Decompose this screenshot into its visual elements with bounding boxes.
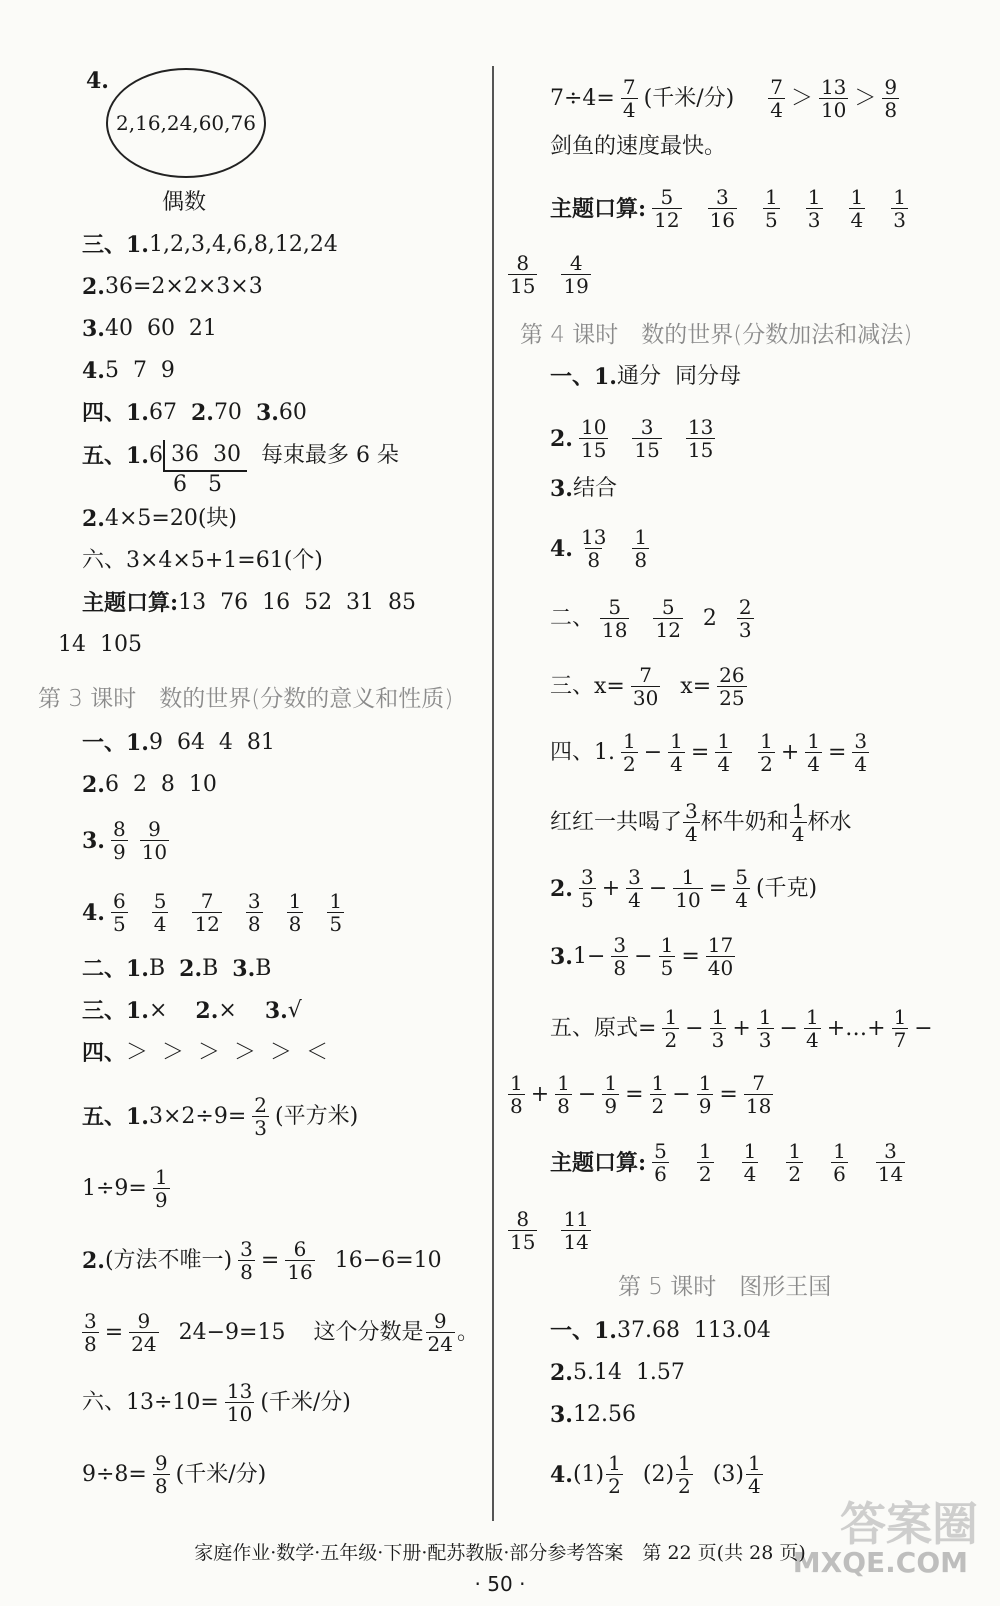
- label: 3.: [264, 998, 288, 1024]
- fraction-13-10: $\frac{13}{10}$: [820, 75, 847, 122]
- l4-3: [550, 474, 617, 504]
- fraction-5-18: $\frac{5}{18}$: [602, 595, 628, 642]
- label: 二、1.: [82, 956, 149, 982]
- label: 主题口算:: [550, 195, 647, 222]
- label: 四、: [82, 1040, 127, 1066]
- s5-2: [82, 504, 237, 534]
- label: 2.: [82, 772, 105, 798]
- fraction-9-8: $\frac{9}{8}$: [884, 75, 898, 122]
- label: 五、1.: [82, 443, 149, 469]
- fraction-3-8: $\frac{3}{8}$: [613, 933, 627, 980]
- value: 三、x=: [550, 673, 625, 699]
- l4-si-1: 四、1. $\frac{1}{2}$ − $\frac{1}{4}$ = $\frac{1}{4}$ $\frac{1}{2}$ + $\frac{1}{4}$ = $\frac{3}{4}$: [550, 729, 868, 776]
- label: 3.: [82, 316, 105, 342]
- l5-3: [550, 1400, 636, 1430]
- s4: [82, 398, 307, 428]
- l3-si: [82, 1038, 328, 1068]
- l4-si-2: 2. $\frac{3}{5}$ + $\frac{3}{4}$ − $\frac{1}{10}$ = $\frac{5}{4}$ (千克): [550, 865, 818, 912]
- fraction-1-2: $\frac{1}{2}$: [788, 1139, 802, 1186]
- column-divider: [492, 66, 494, 1521]
- s3-4: [82, 356, 175, 386]
- value: 六、13÷10=: [82, 1389, 219, 1415]
- unit: (千米/分): [260, 1389, 351, 1415]
- fraction-2-3: $\frac{2}{3}$: [738, 595, 752, 642]
- value: 7÷4=: [550, 85, 615, 111]
- r-speed: 7÷4= $\frac{7}{4}$ (千米/分) $\frac{7}{4}$ ＞ $\frac{13}{10}$ ＞ $\frac{9}{8}$: [550, 75, 898, 122]
- label: 2.: [190, 400, 214, 426]
- oval-text: 2,16,24,60,76: [116, 111, 256, 135]
- l4-wu: 五、原式= $\frac{1}{2}$ − $\frac{1}{3}$ + $\frac{1}{3}$ − $\frac{1}{4}$ +…+ $\frac{1}{7}$ −: [550, 1005, 933, 1052]
- fraction-1-4: $\frac{1}{4}$: [747, 1451, 761, 1498]
- quotient: 6 5: [172, 472, 222, 497]
- l3-wu-2b: $\frac{3}{8}$ = $\frac{9}{24}$ 24−9=15 这个分数是 $\frac{9}{24}$ 。: [84, 1309, 479, 1356]
- lesson5-heading: 第 5 课时 图形王国: [618, 1274, 832, 1300]
- label: 2.: [82, 274, 105, 300]
- fraction-1-3: $\frac{1}{3}$: [893, 185, 906, 232]
- l3-san: [82, 996, 302, 1026]
- unit: (平方米): [275, 1103, 359, 1129]
- fraction-1-8: $\frac{1}{8}$: [557, 1071, 570, 1118]
- q4-label: 4.: [86, 68, 109, 94]
- s3-1: [82, 230, 338, 260]
- label: 3.: [255, 400, 279, 426]
- fraction-1-4: $\frac{1}{4}$: [743, 1139, 757, 1186]
- label: 2.: [195, 998, 219, 1024]
- label: 主题口算:: [550, 1149, 647, 1176]
- right-column: [500, 0, 1000, 1606]
- short-division: [163, 440, 247, 497]
- text: 这个分数是: [313, 1319, 424, 1345]
- fraction-1-4: $\frac{1}{4}$: [850, 185, 864, 232]
- value: 9 64 4 81: [148, 730, 275, 755]
- fraction-13-8: $\frac{13}{8}$: [580, 525, 607, 572]
- fraction-5-6: $\frac{5}{6}$: [654, 1139, 667, 1186]
- l4-kousuan-2: [502, 1208, 597, 1253]
- fraction-13-10: $\frac{13}{10}$: [226, 1379, 253, 1426]
- value: 4×5=20(块): [104, 506, 237, 531]
- s3-3: [82, 314, 217, 344]
- s5-1: [82, 440, 399, 497]
- text: 杯水: [807, 809, 852, 835]
- fraction-1-5: $\frac{1}{5}$: [329, 889, 343, 936]
- l4-san: [550, 664, 753, 709]
- text: 杯牛奶和: [700, 809, 789, 835]
- unit: (千克): [755, 875, 818, 901]
- fraction-26-25: $\frac{26}{25}$: [719, 663, 745, 710]
- fraction-5-4: $\frac{5}{4}$: [153, 889, 167, 936]
- fraction-1-7: $\frac{1}{7}$: [893, 1005, 907, 1052]
- label: 主题口算:: [82, 590, 179, 616]
- r-kousuan-2: [502, 252, 597, 297]
- value: (方法不唯一): [104, 1247, 233, 1273]
- fraction-8-15: $\frac{8}{15}$: [510, 251, 536, 298]
- value: ×: [148, 998, 168, 1023]
- fraction-1-2: $\frac{1}{2}$: [623, 729, 636, 776]
- l3-3: [82, 818, 175, 863]
- label: 三、1.: [82, 232, 149, 258]
- kousuan-2: 14 105: [58, 632, 142, 657]
- even-label: 偶数: [162, 190, 207, 215]
- fraction-1-4: $\frac{1}{4}$: [670, 729, 683, 776]
- fraction-3-14: $\frac{3}{14}$: [877, 1139, 904, 1186]
- value: 12.56: [572, 1402, 636, 1427]
- value: B: [255, 956, 272, 981]
- label: 2.: [550, 425, 573, 452]
- fraction-2-3: $\frac{2}{3}$: [254, 1093, 267, 1140]
- answer: 每束最多 6 朵: [260, 443, 399, 468]
- fraction-1-2: $\frac{1}{2}$: [608, 1451, 621, 1498]
- fraction-8-9: $\frac{8}{9}$: [112, 817, 126, 864]
- l5-2: [550, 1358, 685, 1388]
- unit: (千米/分): [643, 85, 735, 111]
- lesson4-heading: 第 4 课时 数的世界(分数加法和减法): [520, 322, 913, 348]
- label: 2.: [550, 1360, 573, 1386]
- l3-liu-2: [82, 1452, 266, 1497]
- value: 1,2,3,4,6,8,12,24: [148, 232, 338, 257]
- value: 67: [148, 400, 177, 425]
- l3-er: [82, 954, 271, 984]
- label: 3.: [232, 956, 256, 982]
- label: 3.: [82, 827, 105, 854]
- fraction-4-19: $\frac{4}{19}$: [563, 251, 589, 298]
- fraction-1-4: $\frac{1}{4}$: [805, 1005, 819, 1052]
- fraction-5-4: $\frac{5}{4}$: [735, 865, 748, 912]
- label: 2.: [179, 956, 203, 982]
- fraction-1-8: $\frac{1}{8}$: [634, 525, 648, 572]
- value: 16−6=10: [334, 1247, 442, 1273]
- value: 1÷9=: [82, 1175, 147, 1201]
- l3-2: [82, 770, 217, 800]
- label: 五、1.: [82, 1103, 149, 1130]
- fraction-3-4: $\frac{3}{4}$: [628, 865, 641, 912]
- fraction-7-30: $\frac{7}{30}$: [632, 663, 659, 710]
- fraction-7-18: $\frac{7}{18}$: [745, 1071, 772, 1118]
- label: 3.: [550, 1402, 573, 1428]
- fraction-1-10: $\frac{1}{10}$: [675, 865, 701, 912]
- fraction-1-9: $\frac{1}{9}$: [154, 1165, 168, 1212]
- fraction-6-5: $\frac{6}{5}$: [112, 889, 126, 936]
- fraction-3-5: $\frac{3}{5}$: [580, 865, 594, 912]
- label: 一、1.: [550, 1318, 617, 1344]
- fraction-1-6: $\frac{1}{6}$: [833, 1139, 846, 1186]
- label: 二、: [550, 605, 595, 631]
- unit: (千米/分): [175, 1461, 267, 1487]
- label: 四、1.: [550, 739, 615, 765]
- sub-label: (3): [712, 1461, 744, 1487]
- fraction-1-9: $\frac{1}{9}$: [698, 1071, 712, 1118]
- fraction-9-8: $\frac{9}{8}$: [154, 1451, 168, 1498]
- value: 70: [213, 400, 242, 425]
- value: 3×2÷9=: [148, 1103, 247, 1129]
- value: 5.14 1.57: [572, 1360, 685, 1385]
- divisor: 6: [148, 443, 163, 468]
- value: ×: [218, 998, 237, 1023]
- fraction-1-2: $\frac{1}{2}$: [698, 1139, 712, 1186]
- l4-1: [550, 362, 741, 392]
- label: 2.: [550, 875, 573, 902]
- value: 13 76 16 52 31 85: [178, 590, 417, 615]
- value: 40 60 21: [104, 316, 217, 341]
- fraction-7-4: $\frac{7}{4}$: [622, 75, 636, 122]
- fraction-1-5: $\frac{1}{5}$: [660, 933, 674, 980]
- l3-liu-1: [82, 1380, 351, 1425]
- label: 五、原式=: [550, 1015, 657, 1041]
- text: 红红一共喝了: [550, 809, 683, 835]
- value: 2: [702, 605, 717, 631]
- fraction-9-10: $\frac{9}{10}$: [141, 817, 168, 864]
- fraction-1-8: $\frac{1}{8}$: [510, 1071, 523, 1118]
- l3-wu-2: 2. (方法不唯一) $\frac{3}{8}$ = $\frac{6}{16}$ 16−6=10: [82, 1237, 442, 1284]
- value: x=: [680, 673, 712, 699]
- value: 36=2×2×3×3: [104, 274, 263, 299]
- value: √: [287, 998, 302, 1023]
- r-kousuan: [550, 186, 914, 231]
- fraction-11-14: $\frac{11}{14}$: [563, 1207, 589, 1254]
- label: 一、1.: [82, 730, 149, 756]
- fraction-17-40: $\frac{17}{40}$: [707, 933, 734, 980]
- fraction-1-2: $\frac{1}{2}$: [760, 729, 773, 776]
- l5-4: [550, 1452, 769, 1497]
- fraction-1-4: $\frac{1}{4}$: [807, 729, 820, 776]
- period: 。: [456, 1319, 479, 1345]
- page-number: · 50 ·: [474, 1572, 526, 1596]
- watermark-url: MXQE.COM: [792, 1546, 968, 1579]
- label: 3.: [550, 943, 573, 970]
- fraction-1-5: $\frac{1}{5}$: [765, 185, 778, 232]
- fraction-1-9: $\frac{1}{9}$: [604, 1071, 618, 1118]
- fraction-1-4: $\frac{1}{4}$: [717, 729, 731, 776]
- l5-1: [550, 1316, 771, 1346]
- l3-4: [82, 890, 350, 935]
- fraction-13-15: $\frac{13}{15}$: [687, 415, 714, 462]
- l3-1: [82, 728, 275, 758]
- fraction-3-16: $\frac{3}{16}$: [709, 185, 736, 232]
- label: 四、1.: [82, 400, 149, 426]
- fraction-3-8: $\frac{3}{8}$: [247, 889, 261, 936]
- fraction-3-8: $\frac{3}{8}$: [84, 1309, 97, 1356]
- fraction-1-3: $\frac{1}{3}$: [711, 1005, 725, 1052]
- fraction-9-24: $\frac{9}{24}$: [427, 1309, 453, 1356]
- value: 通分 同分母: [616, 364, 741, 389]
- lesson3-heading: 第 3 课时 数的世界(分数的意义和性质): [38, 686, 454, 712]
- fraction-3-8: $\frac{3}{8}$: [240, 1237, 253, 1284]
- label: 一、1.: [550, 364, 617, 390]
- value: 9÷8=: [82, 1461, 147, 1487]
- s6: 六、3×4×5+1=61(个): [82, 548, 323, 573]
- fraction-7-12: $\frac{7}{12}$: [194, 889, 220, 936]
- value: 24−9=15: [178, 1319, 286, 1345]
- label: 4.: [550, 535, 573, 562]
- fraction-1-3: $\frac{1}{3}$: [758, 1005, 772, 1052]
- watermark-logo: 答案圈: [840, 1497, 978, 1551]
- fraction-10-15: $\frac{10}{15}$: [580, 415, 607, 462]
- l4-kousuan: [550, 1140, 911, 1185]
- l4-si-3: 3. 1− $\frac{3}{8}$ − $\frac{1}{5}$ = $\frac{17}{40}$: [550, 933, 734, 980]
- fraction-3-4: $\frac{3}{4}$: [854, 729, 868, 776]
- l4-si-1-text: [550, 800, 852, 845]
- fraction-1-3: $\frac{1}{3}$: [807, 185, 821, 232]
- label: 2.: [82, 506, 105, 532]
- value: 60: [278, 400, 307, 425]
- fraction-7-4: $\frac{7}{4}$: [770, 75, 783, 122]
- fraction-1-2: $\frac{1}{2}$: [651, 1071, 665, 1118]
- label: 三、1.: [82, 998, 149, 1024]
- l3-wu-1: [82, 1094, 358, 1139]
- fraction-9-24: $\frac{9}{24}$: [131, 1309, 157, 1356]
- fraction-3-4: $\frac{3}{4}$: [685, 799, 698, 846]
- value: ＞ ＞ ＞ ＞ ＞ ＜: [126, 1040, 328, 1065]
- l4-wu-2: $\frac{1}{8}$ + $\frac{1}{8}$ − $\frac{1}{9}$ = $\frac{1}{2}$ − $\frac{1}{9}$ = $\frac{7}{18}$: [510, 1071, 772, 1118]
- l4-4: [550, 526, 655, 571]
- label: 4.: [550, 1461, 573, 1488]
- sub-label: (1): [572, 1461, 605, 1487]
- label: 4.: [82, 899, 105, 926]
- value: B: [148, 956, 166, 981]
- fraction-3-15: $\frac{3}{15}$: [634, 415, 660, 462]
- r-fastest: 剑鱼的速度最快。: [550, 134, 727, 159]
- l4-2: [550, 416, 721, 461]
- value: 结合: [572, 476, 617, 501]
- fraction-5-12: $\frac{5}{12}$: [655, 595, 681, 642]
- value: 6 2 8 10: [104, 772, 217, 797]
- s3-2: [82, 272, 263, 302]
- label: 2.: [82, 1247, 105, 1274]
- fraction-8-15: $\frac{8}{15}$: [510, 1207, 536, 1254]
- kousuan-1: [82, 588, 416, 618]
- label: 3.: [550, 476, 573, 502]
- fraction-5-12: $\frac{5}{12}$: [654, 185, 680, 232]
- l4-er: [550, 596, 760, 641]
- value: B: [202, 956, 219, 981]
- page-footer: 家庭作业·数学·五年级·下册·配苏教版·部分参考答案 第 22 页(共 28 页): [194, 1542, 806, 1564]
- fraction-1-2: $\frac{1}{2}$: [664, 1005, 678, 1052]
- fraction-1-4: $\frac{1}{4}$: [791, 799, 805, 846]
- left-column: [0, 0, 490, 1606]
- dividend: 36 30: [163, 440, 247, 472]
- fraction-6-16: $\frac{6}{16}$: [287, 1237, 313, 1284]
- l3-wu-1b: [82, 1166, 176, 1211]
- label: 4.: [82, 358, 105, 384]
- value: 5 7 9: [104, 358, 175, 383]
- fraction-1-2: $\frac{1}{2}$: [678, 1451, 691, 1498]
- even-number-oval: [106, 68, 266, 178]
- value: 37.68 113.04: [616, 1318, 771, 1343]
- sub-label: (2): [642, 1461, 675, 1487]
- fraction-1-8: $\frac{1}{8}$: [288, 889, 302, 936]
